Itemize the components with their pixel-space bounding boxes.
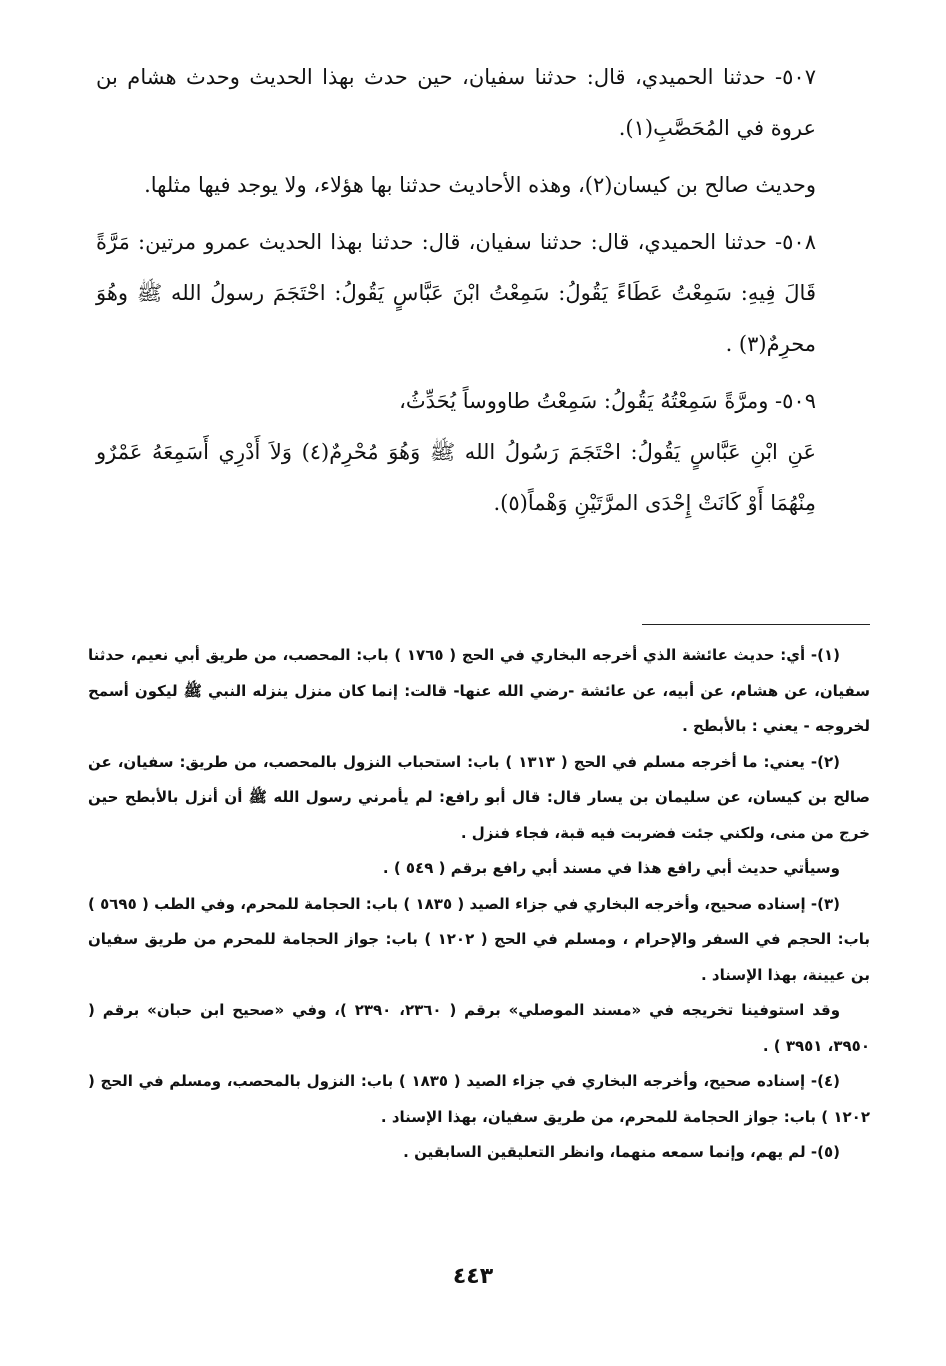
footnote-3: (٣)- إسناده صحيح، وأخرجه البخاري في جزاء الصيد ( ١٨٣٥ ) باب: الحجامة للمحرم، وفي الطب ( ٥٦٩٥ ) باب: الحجم في السفر والإحرام ، ومسلم في الحج ( ١٢٠٢ ) باب: جواز الحجامة للمحرم من طريق سفيان بن عيينة، بهذا الإسناد . [88,894,870,984]
hadith-507-continuation: وحديث صالح بن كيسان(٢)، وهذه الأحاديث حدثنا بها هؤلاء، ولا يوجد فيها مثلها. [144,173,816,197]
footnote-1: (١)- أي: حديث عائشة الذي أخرجه البخاري في الحج ( ١٧٦٥ ) باب: المحصب، من طريق أبي نعيم، حدثنا سفيان، عن هشام، عن أبيه، عن عائشة -رضي الله عنها- قالت: إنما كان منزل ينزله النبي ﷺ ليكون أسمح لخروجه - يعني : بالأبطح . [88,646,870,735]
footnote-separator [642,624,870,625]
footnote-2: (٢)- يعني: ما أخرجه مسلم في الحج ( ١٣١٣ ) باب: استحباب النزول بالمحصب، من طريق: سفيان، عن صالح بن كيسان، عن سليمان بن يسار قال: قال أبو رافع: لم يأمرني رسول الله ﷺ أن أنزل بالأبطح حين خرج من منى، ولكني جئت فضربت فيه قبة، فجاء فنزل . [88,752,870,842]
hadith-508-paragraph: ٥٠٨- حدثنا الحميدي، قال: حدثنا سفيان، قال: حدثنا بهذا الحديث عمرو مرتين: مَرَّةً قَالَ فِيهِ: سَمِعْتُ عَطَاءً يَقُولُ: سَمِعْتُ ابْنَ عَبَّاسٍ يَقُولُ: احْتَجَمَ رسولُ الله ﷺ وهُوَ محرِمٌ(٣) . [96,230,816,356]
hadith-509-continuation: عَنِ ابْنِ عَبَّاسٍ يَقُولُ: احْتَجَمَ رَسُولُ الله ﷺ وَهُوَ مُحْرِمٌ(٤) وَلاَ أَدْرِي أَسَمِعَهُ عَمْرٌو مِنْهُمَا أَوْ كَانَتْ إِحْدَى المرَّتَيْنِ وَهْماً(٥). [96,440,816,515]
footnote-2-continuation: وسيأتي حديث أبي رافع هذا في مسند أبي رافع برقم ( ٥٤٩ ) . [382,859,840,877]
hadith-507-paragraph: ٥٠٧- حدثنا الحميدي، قال: حدثنا سفيان، حين حدث بهذا الحديث وحدث هشام بن عروة في المُحَصَّبِ(١). [96,65,816,140]
hadith-509-paragraph: ٥٠٩- ومرَّةً سَمِعْتُهُ يَقُولُ: سَمِعْتُ طاووساً يُحَدِّثُ، [399,389,816,413]
page-number: ٤٤٣ [452,1264,494,1289]
main-text-body [96,52,816,529]
footnotes-section [88,638,870,1171]
footnote-3-continuation: وقد استوفينا تخريجه في «مسند الموصلي» برقم ( ٢٣٦٠، ٢٣٩٠ )، وفي «صحيح ابن حبان» برقم ( ٣٩٥٠، ٣٩٥١ ) . [88,1001,870,1055]
footnote-4: (٤)- إسناده صحيح، وأخرجه البخاري في جزاء الصيد ( ١٨٣٥ ) باب: النزول بالمحصب، ومسلم في الحج ( ١٢٠٢ ) باب: جواز الحجامة للمحرم، من طريق سفيان، بهذا الإسناد . [88,1072,870,1126]
footnote-5: (٥)- لم يهم، وإنما سمعه منهما، وانظر التعليقين السابقين . [403,1143,840,1161]
